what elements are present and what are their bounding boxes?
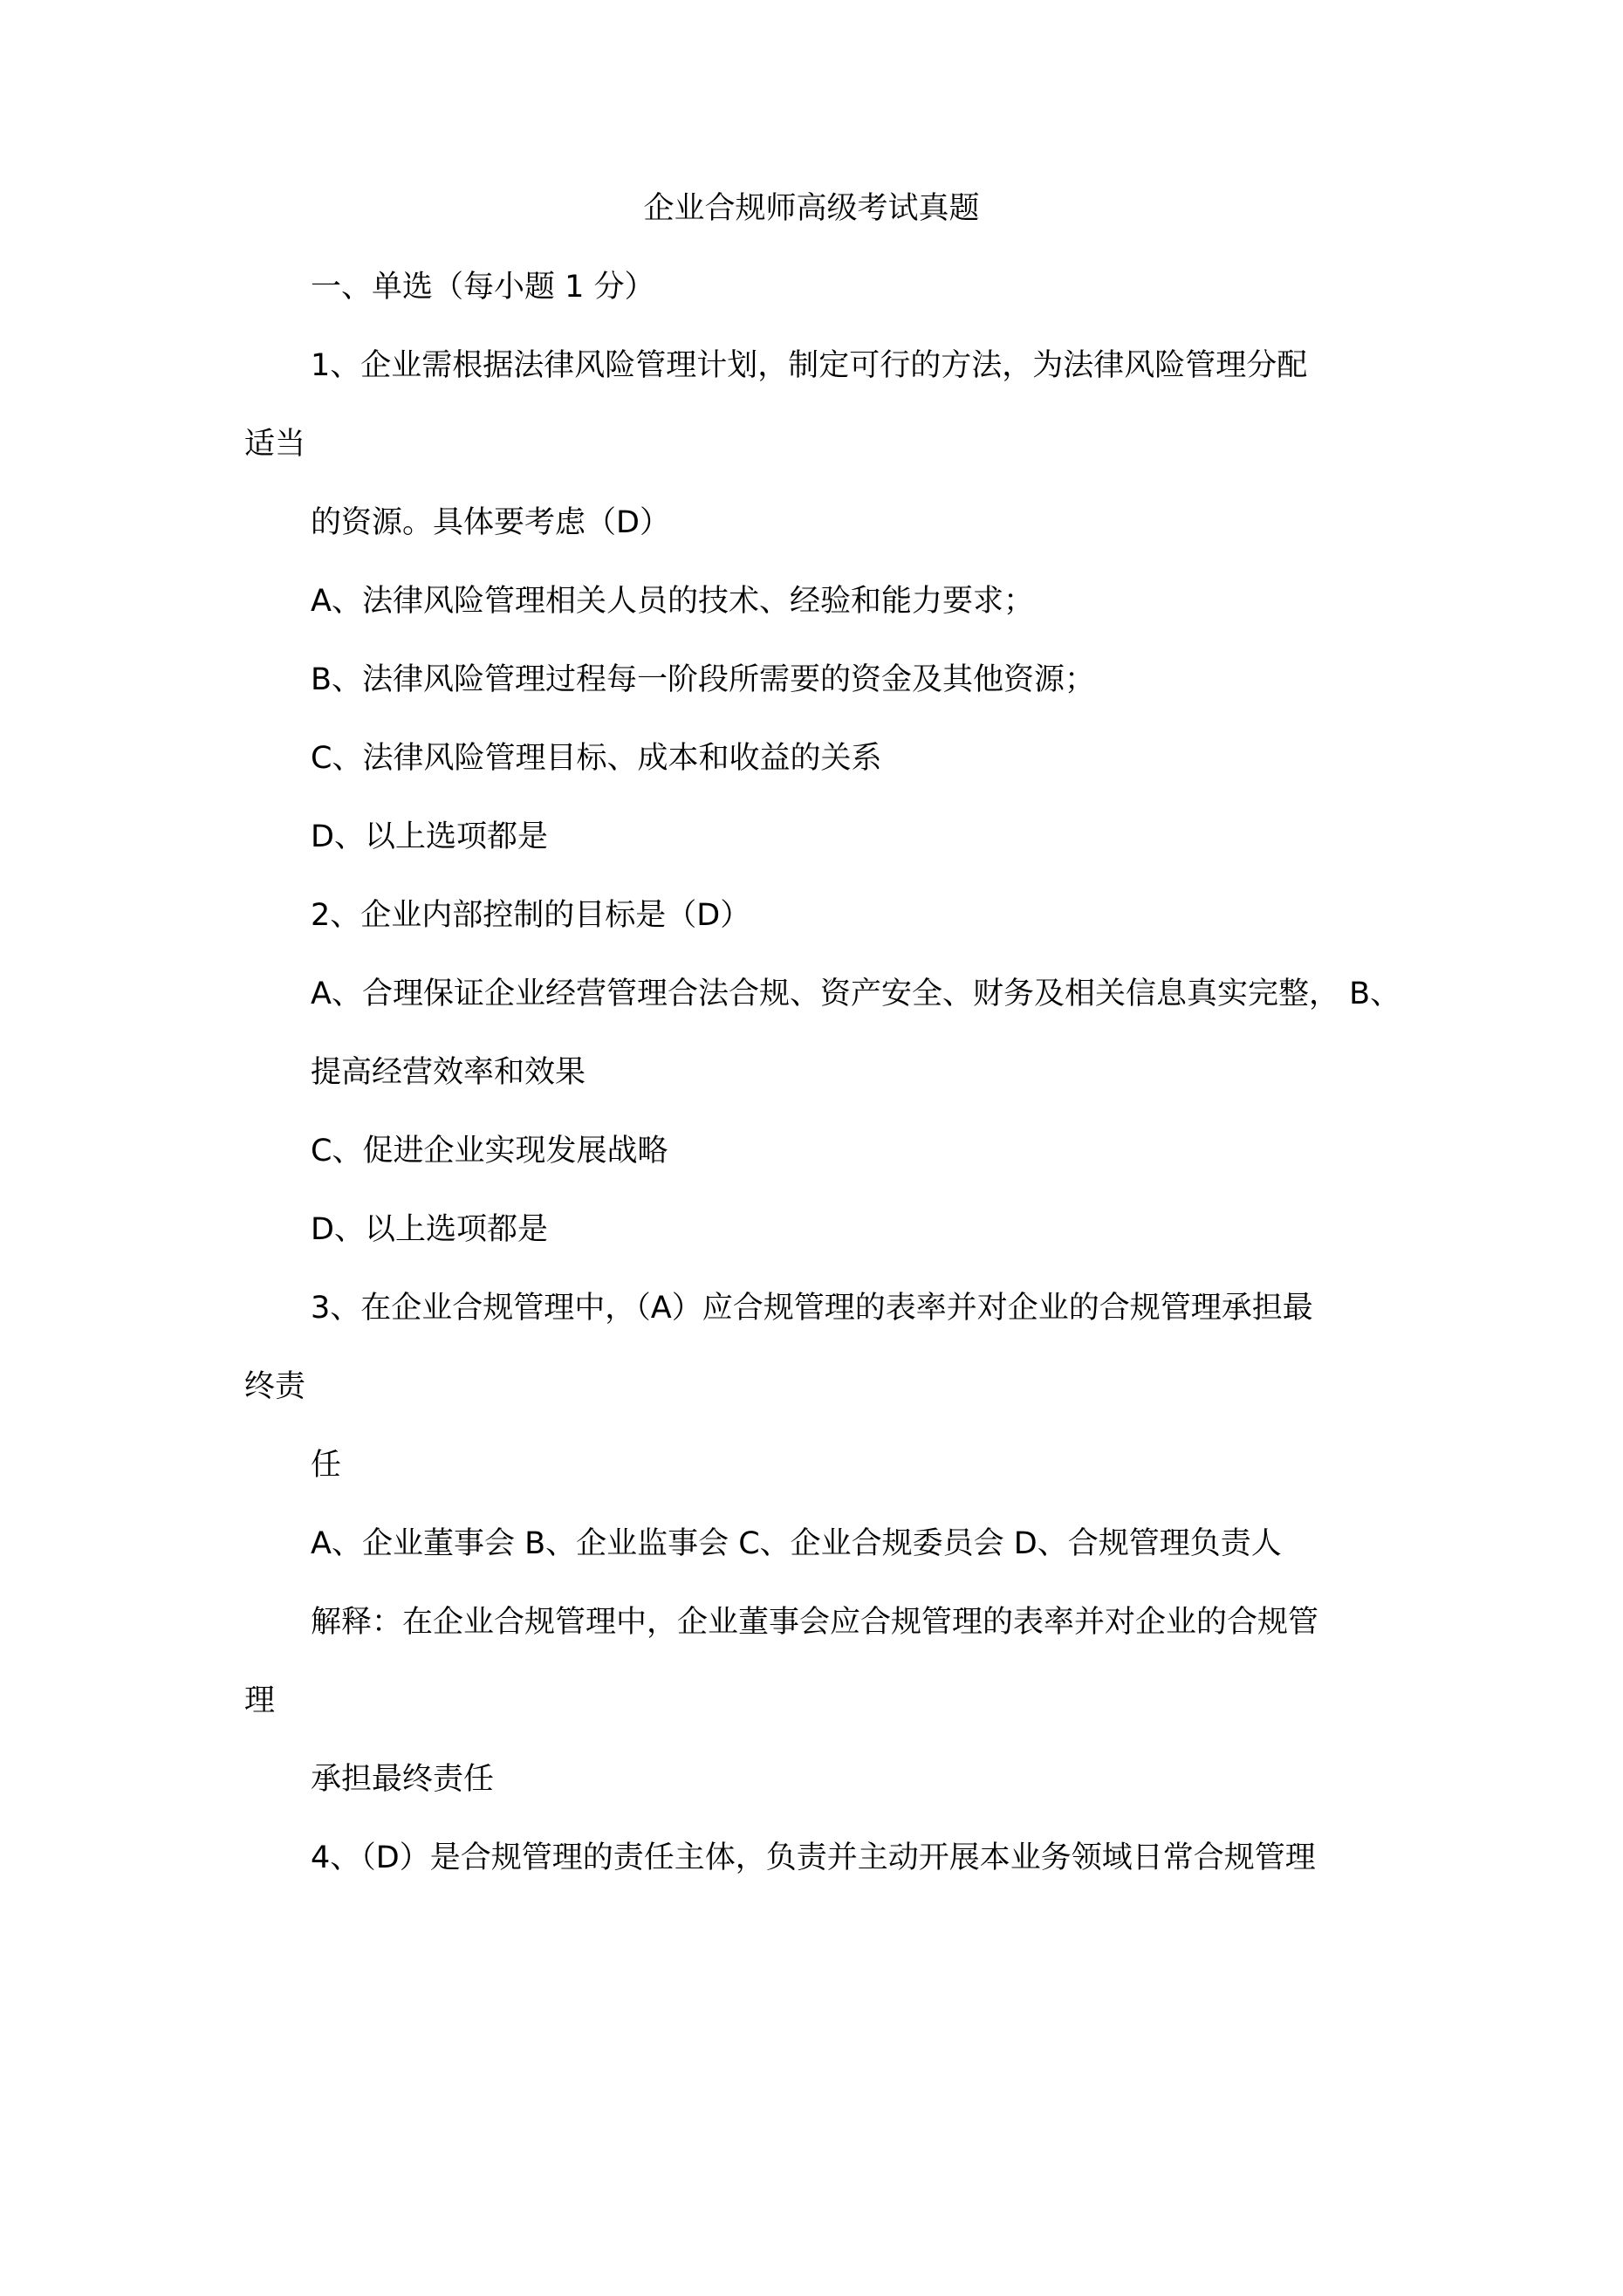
question-2-option-d: D、以上选项都是 (311, 1212, 548, 1247)
question-1-option-a: A、法律风险管理相关人员的技术、经验和能力要求； (311, 584, 1034, 619)
question-3-explanation-line-2: 理 (244, 1683, 276, 1718)
question-3-stem-line-1: 3、在企业合规管理中，（A）应合规管理的表率并对企业的合规管理承担最 (311, 1291, 1313, 1326)
question-3-stem-line-3: 任 (311, 1448, 342, 1483)
question-3-explanation-line-1: 解释：在企业合规管理中，企业董事会应合规管理的表率并对企业的合规管 (311, 1605, 1319, 1640)
section-heading: 一、单选（每小题 1 分） (311, 270, 655, 305)
question-1-stem-line-2: 适当 (244, 427, 306, 462)
question-2-option-c: C、促进企业实现发展战略 (311, 1134, 668, 1169)
document-title: 企业合规师高级考试真题 (643, 191, 980, 226)
question-3-explanation-line-3: 承担最终责任 (311, 1762, 495, 1797)
question-4-stem: 4、（D）是合规管理的责任主体，负责并主动开展本业务领域日常合规管理 (311, 1840, 1316, 1875)
question-1-stem-line-3: 的资源。具体要考虑（D） (311, 505, 670, 540)
question-1-option-c: C、法律风险管理目标、成本和收益的关系 (311, 741, 882, 776)
question-2-stem: 2、企业内部控制的目标是（D） (311, 898, 751, 933)
question-2-option-b-cont: 提高经营效率和效果 (311, 1055, 586, 1090)
question-3-options: A、企业董事会 B、企业监事会 C、企业合规委员会 D、合规管理负责人 (311, 1526, 1282, 1561)
question-3-stem-line-2: 终责 (244, 1369, 306, 1404)
question-1-option-b: B、法律风险管理过程每一阶段所需要的资金及其他资源； (311, 662, 1096, 697)
question-1-stem-line-1: 1、企业需根据法律风险管理计划，制定可行的方法，为法律风险管理分配 (311, 348, 1308, 383)
question-2-option-a-b: A、合理保证企业经营管理合法合规、资产安全、财务及相关信息真实完整， B、 (311, 977, 1401, 1011)
question-1-option-d: D、以上选项都是 (311, 819, 548, 854)
